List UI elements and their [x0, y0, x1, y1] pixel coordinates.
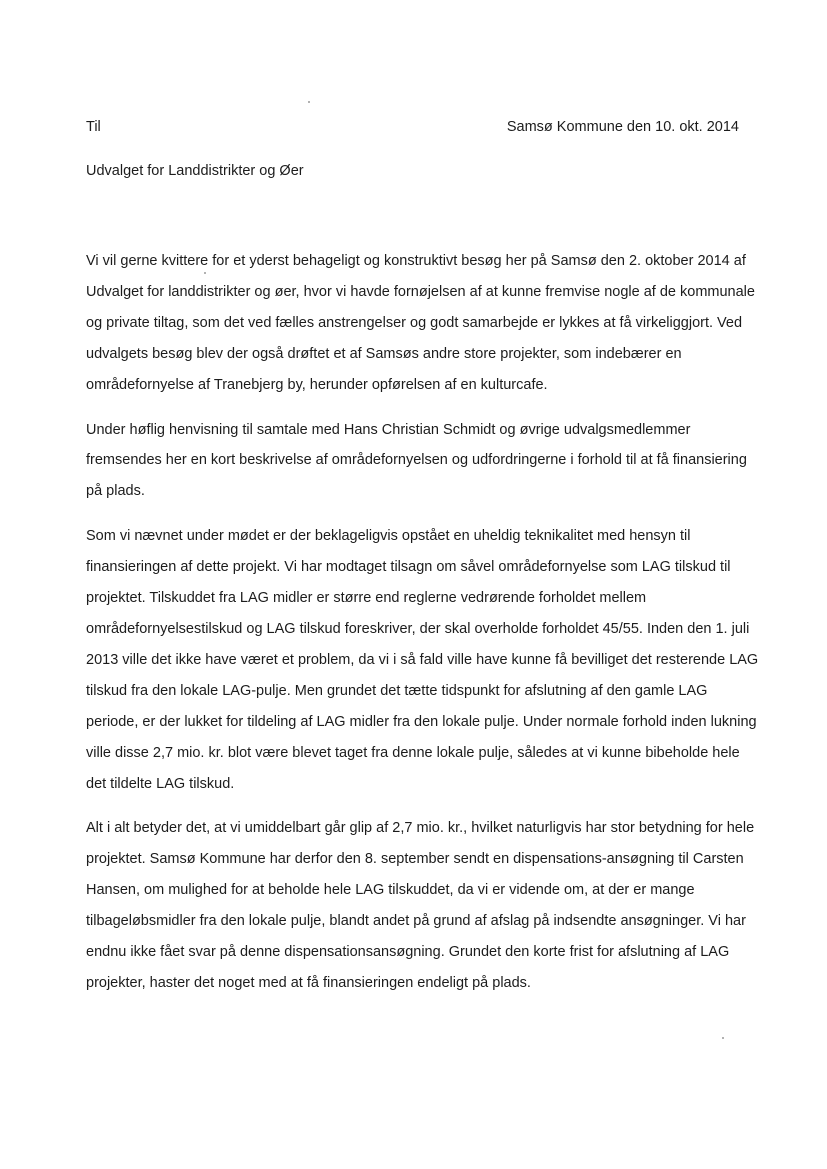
paragraph-reference: Under høflig henvisning til samtale med Hans Christian Schmidt og øvrige udvalgsmedlemmer fremsendes her en kort beskrivelse af områdefornyelsen og udfordringerne i forhold til at få finansiering på plads.	[86, 421, 747, 500]
paragraph-consequence: Alt i alt betyder det, at vi umiddelbart går glip af 2,7 mio. kr., hvilket naturligvis har stor betydning for hele projektet. Samsø Kommune har derfor den 8. september sendt en dispensations-ansøgning til Carsten Hansen, om mulighed for at beholde hele LAG tilskuddet, da vi er vidende om, at der er mange tilbageløbsmidler fra den lokale pulje, blandt andet på grund af afslag på indsendte ansøgninger. Vi har endnu ikke fået svar på denne dispensationsansøgning. Grundet den korte frist for afslutning af LAG projekter, haster det noget med at få finansieringen endeligt på plads.	[86, 820, 755, 991]
to-label: Til	[86, 119, 101, 135]
paragraph-financing: Som vi nævnet under mødet er der beklageligvis opstået en uheldig teknikalitet med hensyn til finansieringen af dette projekt. Vi har modtaget tilsagn om såvel områdefornyelse som LAG tilskud til projektet. Tilskuddet fra LAG midler er større end reglerne vedrørende forholdet mellem områdefornyelsestilskud og LAG tilskud foreskriver, der skal overholde forholdet 45/55. Inden den 1. juli 2013 ville det ikke have været et problem, da vi i så fald ville have kunne få bevilliget det resterende LAG tilskud fra den lokale LAG-pulje. Men grundet det tætte tidspunkt for afslutning af den gamle LAG periode, er der lukket for tildeling af LAG midler fra den lokale pulje. Under normale forhold inden lukning ville disse 2,7 mio. kr. blot være blevet taget fra denne lokale pulje, således at vi kunne bibeholde hele det tildelte LAG tilskud.	[86, 528, 759, 792]
scan-speck	[722, 1037, 724, 1039]
recipient-line: Udvalget for Landdistrikter og Øer	[86, 163, 304, 179]
scan-speck	[204, 272, 206, 274]
date-line: Samsø Kommune den 10. okt. 2014	[506, 119, 739, 135]
paragraph-visit: Vi vil gerne kvittere for et yderst behageligt og konstruktivt besøg her på Samsø den 2. oktober 2014 af Udvalget for landdistrikter og øer, hvor vi havde fornøjelsen af at kunne fremvise nogle af de kommunale og private tiltag, som det ved fælles anstrengelser og godt samarbejde er lykkes at få virkeliggjort. Ved udvalgets besøg blev der også drøftet et af Samsøs andre store projekter, som indebærer en områdefornyelse af Tranebjerg by, herunder opførelsen af en kulturcafe.	[86, 253, 755, 393]
scan-speck	[308, 101, 310, 103]
letter-body	[86, 246, 761, 1013]
